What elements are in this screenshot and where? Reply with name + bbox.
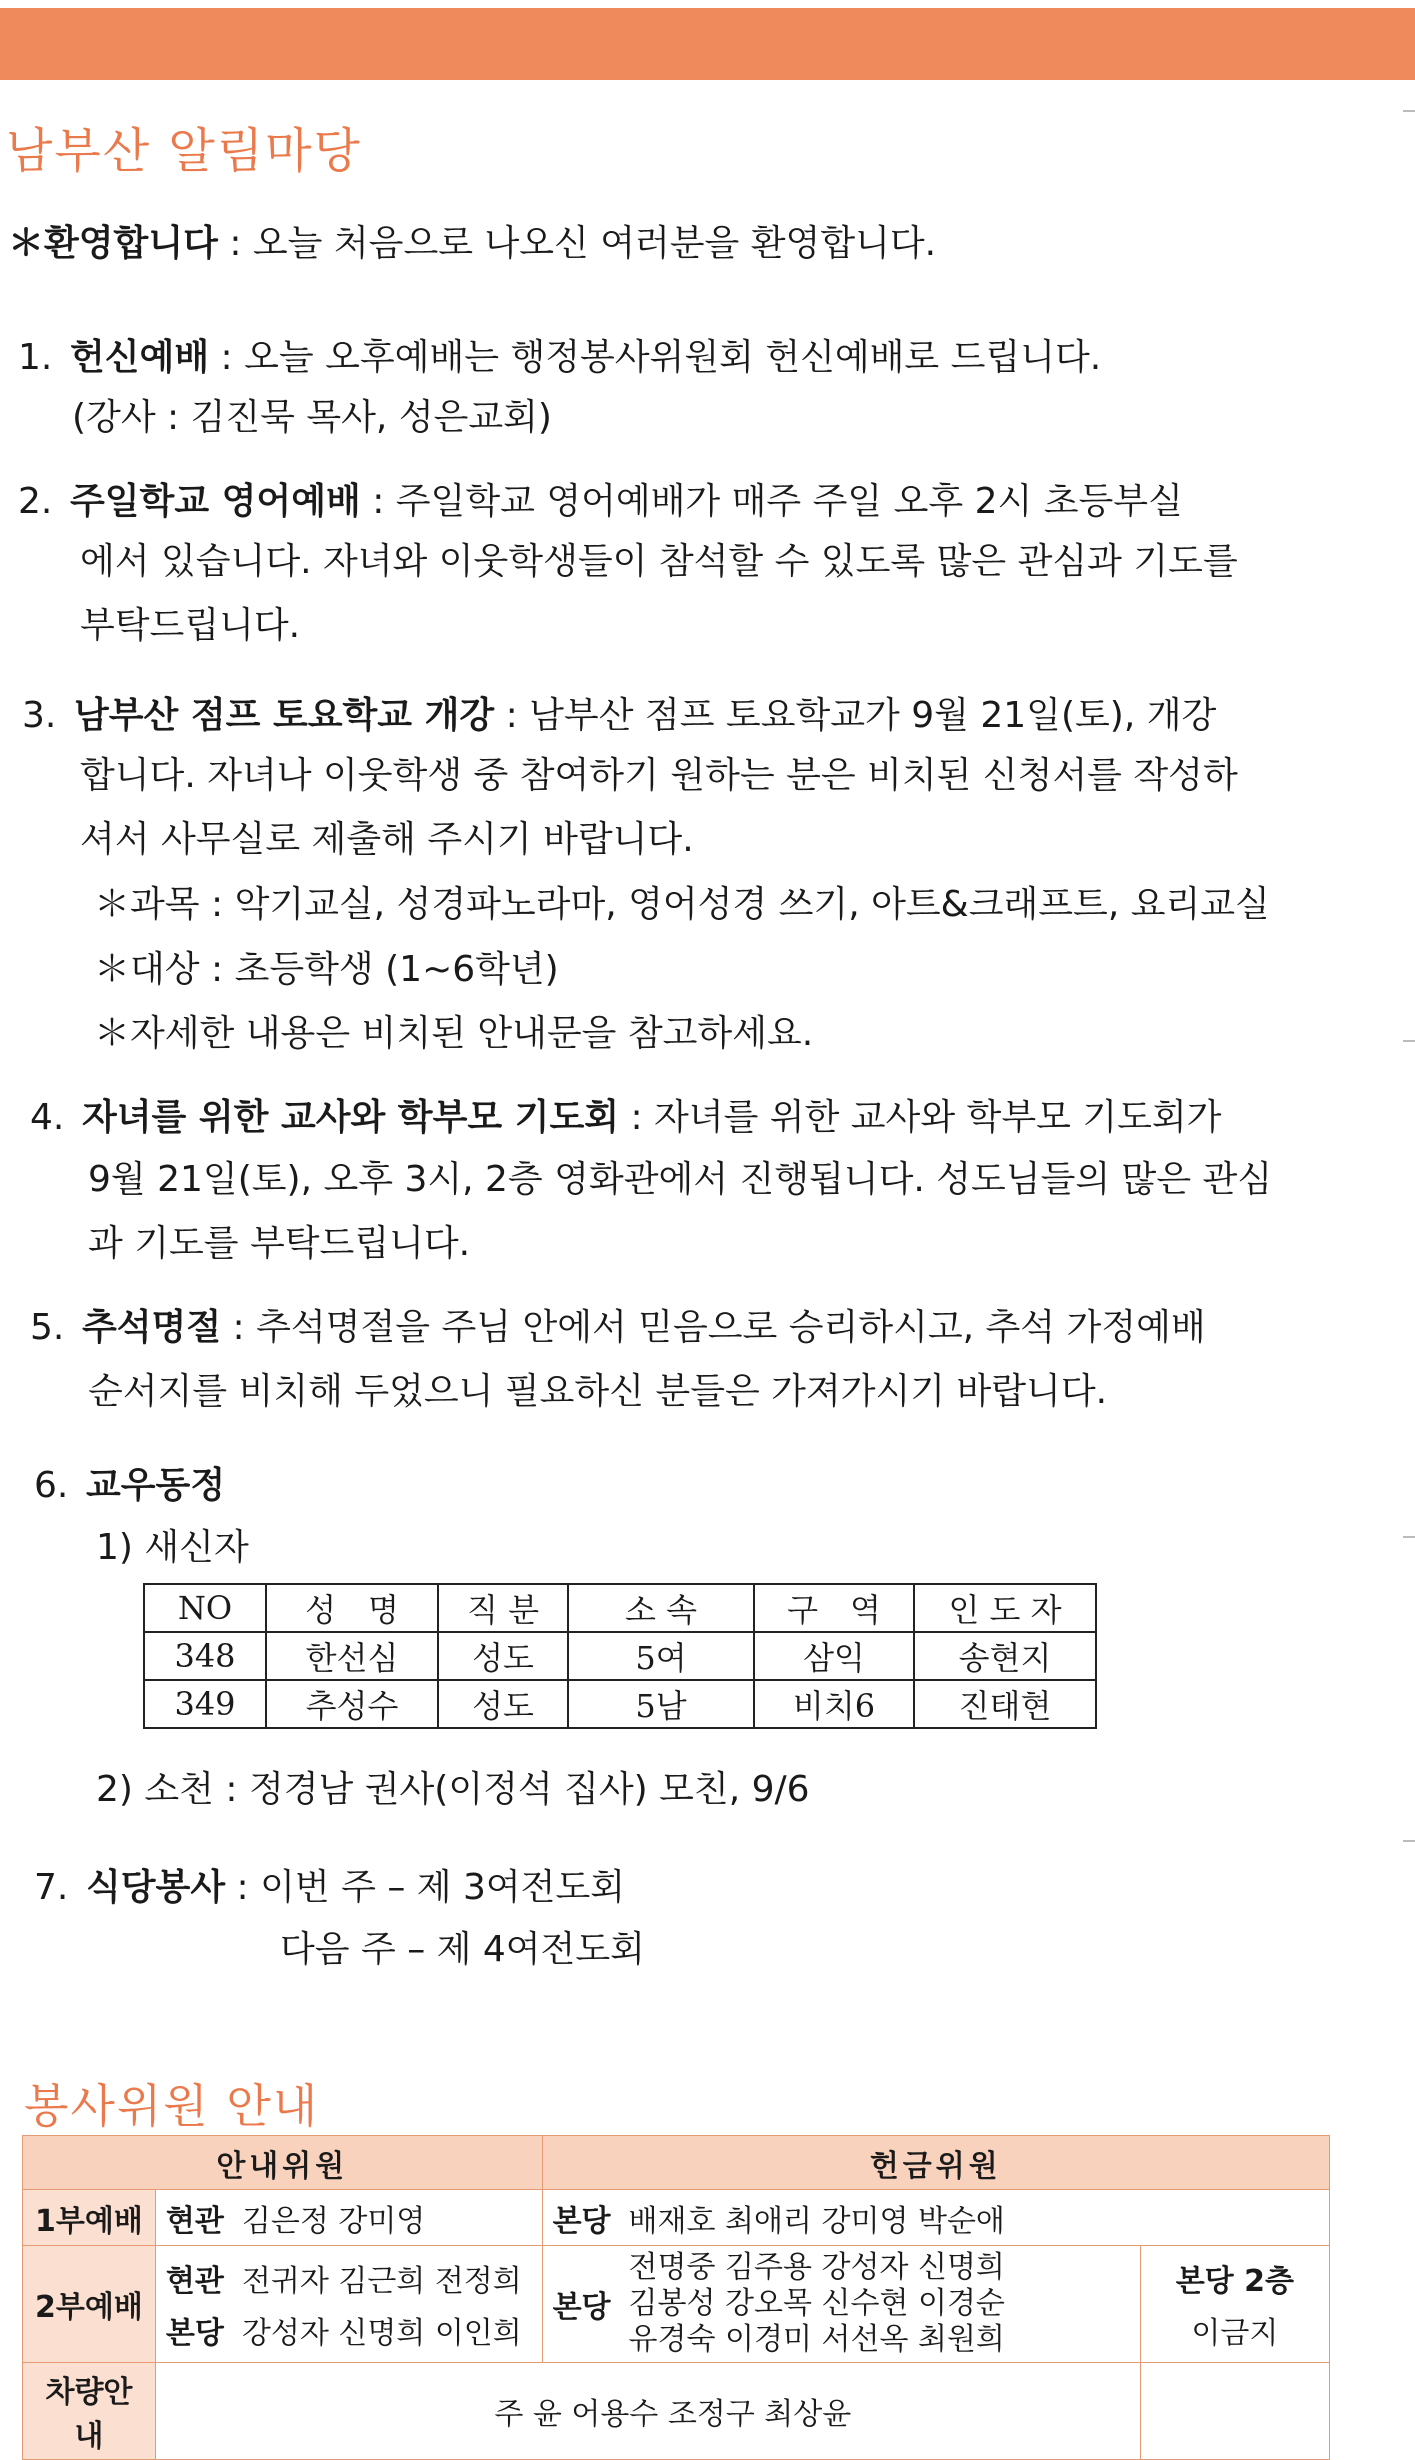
guide-cell (155, 2190, 542, 2246)
item-title: 교우동정 (86, 1465, 226, 1506)
offering-header: 헌금위원 (542, 2136, 1329, 2190)
item-6 (34, 1466, 225, 1506)
extra-location: 본당 2층 (1175, 2264, 1294, 2299)
table-cell: 한선심 (266, 1632, 438, 1680)
item-number: 2. (18, 481, 53, 522)
location-tag: 본당 (552, 2203, 611, 2239)
item-text: : 남부산 점프 토요학교가 9월 21일(토), 개강 (494, 695, 1217, 736)
item-2-line-3: 부탁드립니다. (80, 605, 301, 646)
page-edge-mark (1403, 1840, 1415, 1842)
service-table (22, 2135, 1330, 2460)
location-tag: 본당 (165, 2316, 224, 2351)
item-number: 5. (30, 1307, 65, 1348)
table-row (144, 1680, 1096, 1728)
item-number: 3. (22, 695, 57, 736)
table-cell: 진태현 (914, 1680, 1096, 1728)
table-cell: 349 (144, 1680, 266, 1728)
item-3-line-4: ＊과목 : 악기교실, 성경파노라마, 영어성경 쓰기, 아트&크래프트, 요리교실 (94, 884, 1270, 925)
service-row (23, 2190, 1330, 2246)
item-text: : 이번 주 – 제 3여전도회 (225, 1867, 626, 1908)
offering-cell (542, 2190, 1329, 2246)
table-cell: 5여 (568, 1632, 754, 1680)
offering-names: 김봉성 강오목 신수현 이경순 (628, 2286, 1005, 2321)
item-1 (18, 338, 1101, 378)
item-3 (22, 696, 1216, 736)
column-header: 구 역 (754, 1584, 914, 1632)
service-row (23, 2246, 1330, 2363)
empty-cell (1140, 2363, 1329, 2460)
offering-names: 배재호 최애리 강미영 박순애 (628, 2203, 1005, 2239)
service-label: 차량안내 (23, 2363, 156, 2460)
service-header-row (23, 2136, 1330, 2190)
item-4 (30, 1098, 1221, 1138)
page-edge-mark (1403, 110, 1415, 112)
item-title: 추석명절 (82, 1307, 222, 1348)
item-number: 6. (34, 1465, 69, 1506)
guide-header: 안내위원 (23, 2136, 543, 2190)
location-tag: 현관 (165, 2264, 224, 2299)
welcome-text: : 오늘 처음으로 나오신 여러분을 환영합니다. (217, 223, 937, 264)
guide-cell (155, 2246, 542, 2363)
table-cell: 348 (144, 1632, 266, 1680)
item-title: 헌신예배 (70, 337, 210, 378)
guide-names: 전귀자 김근희 전정희 (241, 2264, 522, 2299)
location-tag: 현관 (165, 2203, 224, 2239)
item-number: 1. (18, 337, 53, 378)
item-4-line-3: 과 기도를 부탁드립니다. (88, 1223, 471, 1264)
item-6-funeral-line: 2) 소천 : 정경남 권사(이정석 집사) 모친, 9/6 (96, 1769, 810, 1810)
table-cell: 5남 (568, 1680, 754, 1728)
column-header: 인 도 자 (914, 1584, 1096, 1632)
item-text: : 오늘 오후예배는 행정봉사위원회 헌신예배로 드립니다. (209, 337, 1102, 378)
table-header-row (144, 1584, 1096, 1632)
item-number: 7. (34, 1867, 69, 1908)
item-5-line-2: 순서지를 비치해 두었으니 필요하신 분들은 가져가시기 바랍니다. (88, 1371, 1108, 1412)
offering-names: 전명중 김주용 강성자 신명희 (628, 2250, 1005, 2285)
item-2 (18, 482, 1183, 522)
item-3-line-6: ＊자세한 내용은 비치된 안내문을 참고하세요. (94, 1013, 814, 1054)
table-row (144, 1632, 1096, 1680)
service-label: 2부예배 (23, 2246, 156, 2363)
item-text: : 자녀를 위한 교사와 학부모 기도회가 (619, 1097, 1222, 1138)
extra-cell (1140, 2246, 1329, 2363)
guide-line (166, 2308, 532, 2352)
item-1-line-2: (강사 : 김진묵 목사, 성은교회) (72, 397, 552, 438)
item-3-line-3: 셔서 사무실로 제출해 주시기 바랍니다. (80, 819, 694, 860)
item-text: : 주일학교 영어예배가 매주 주일 오후 2시 초등부실 (360, 481, 1183, 522)
offering-names: 유경숙 이경미 서선옥 최원희 (628, 2322, 1005, 2357)
extra-name: 이금지 (1191, 2316, 1279, 2351)
item-3-line-5: ＊대상 : 초등학생 (1~6학년) (94, 949, 559, 990)
item-6-newcomer-heading: 1) 새신자 (96, 1527, 249, 1568)
table-cell: 삼익 (754, 1632, 914, 1680)
service-row (23, 2363, 1330, 2460)
location-tag: 본당 (552, 2290, 611, 2325)
column-header: NO (144, 1584, 266, 1632)
item-title: 남부산 점프 토요학교 개강 (74, 695, 495, 736)
table-cell: 비치6 (754, 1680, 914, 1728)
page-title: 남부산 알림마당 (6, 123, 362, 179)
guide-names: 강성자 신명희 이인희 (241, 2316, 522, 2351)
item-5 (30, 1308, 1206, 1348)
header-bar (0, 8, 1415, 80)
item-title: 자녀를 위한 교사와 학부모 기도회 (82, 1097, 619, 1138)
column-header: 소 속 (568, 1584, 754, 1632)
service-label: 1부예배 (23, 2190, 156, 2246)
offering-cell (542, 2246, 1140, 2363)
item-2-line-2: 에서 있습니다. 자녀와 이웃학생들이 참석할 수 있도록 많은 관심과 기도를 (80, 541, 1238, 582)
guide-names: 김은정 강미영 (241, 2203, 426, 2239)
item-7-line-2: 다음 주 – 제 4여전도회 (280, 1929, 645, 1970)
table-cell: 추성수 (266, 1680, 438, 1728)
column-header: 직 분 (438, 1584, 568, 1632)
item-title: 식당봉사 (86, 1867, 226, 1908)
table-cell: 성도 (438, 1632, 568, 1680)
column-header: 성 명 (266, 1584, 438, 1632)
item-title: 주일학교 영어예배 (70, 481, 361, 522)
page-edge-mark (1403, 1536, 1415, 1538)
item-7 (34, 1868, 625, 1908)
welcome-label: ＊환영합니다 (8, 223, 218, 264)
table-cell: 송현지 (914, 1632, 1096, 1680)
welcome-line (8, 224, 936, 264)
item-3-line-2: 합니다. 자녀나 이웃학생 중 참여하기 원하는 분은 비치된 신청서를 작성하 (80, 755, 1238, 796)
vehicle-cell: 주 윤 어용수 조정구 최상윤 (155, 2363, 1140, 2460)
page-edge-mark (1403, 1040, 1415, 1042)
item-4-line-2: 9월 21일(토), 오후 3시, 2층 영화관에서 진행됩니다. 성도님들의 많은 관심 (88, 1159, 1273, 1200)
table-cell: 성도 (438, 1680, 568, 1728)
item-text: : 추석명절을 주님 안에서 믿음으로 승리하시고, 추석 가정예배 (221, 1307, 1206, 1348)
service-title: 봉사위원 안내 (24, 2079, 320, 2133)
newcomer-table (143, 1583, 1097, 1729)
item-number: 4. (30, 1097, 65, 1138)
guide-line (166, 2256, 532, 2300)
